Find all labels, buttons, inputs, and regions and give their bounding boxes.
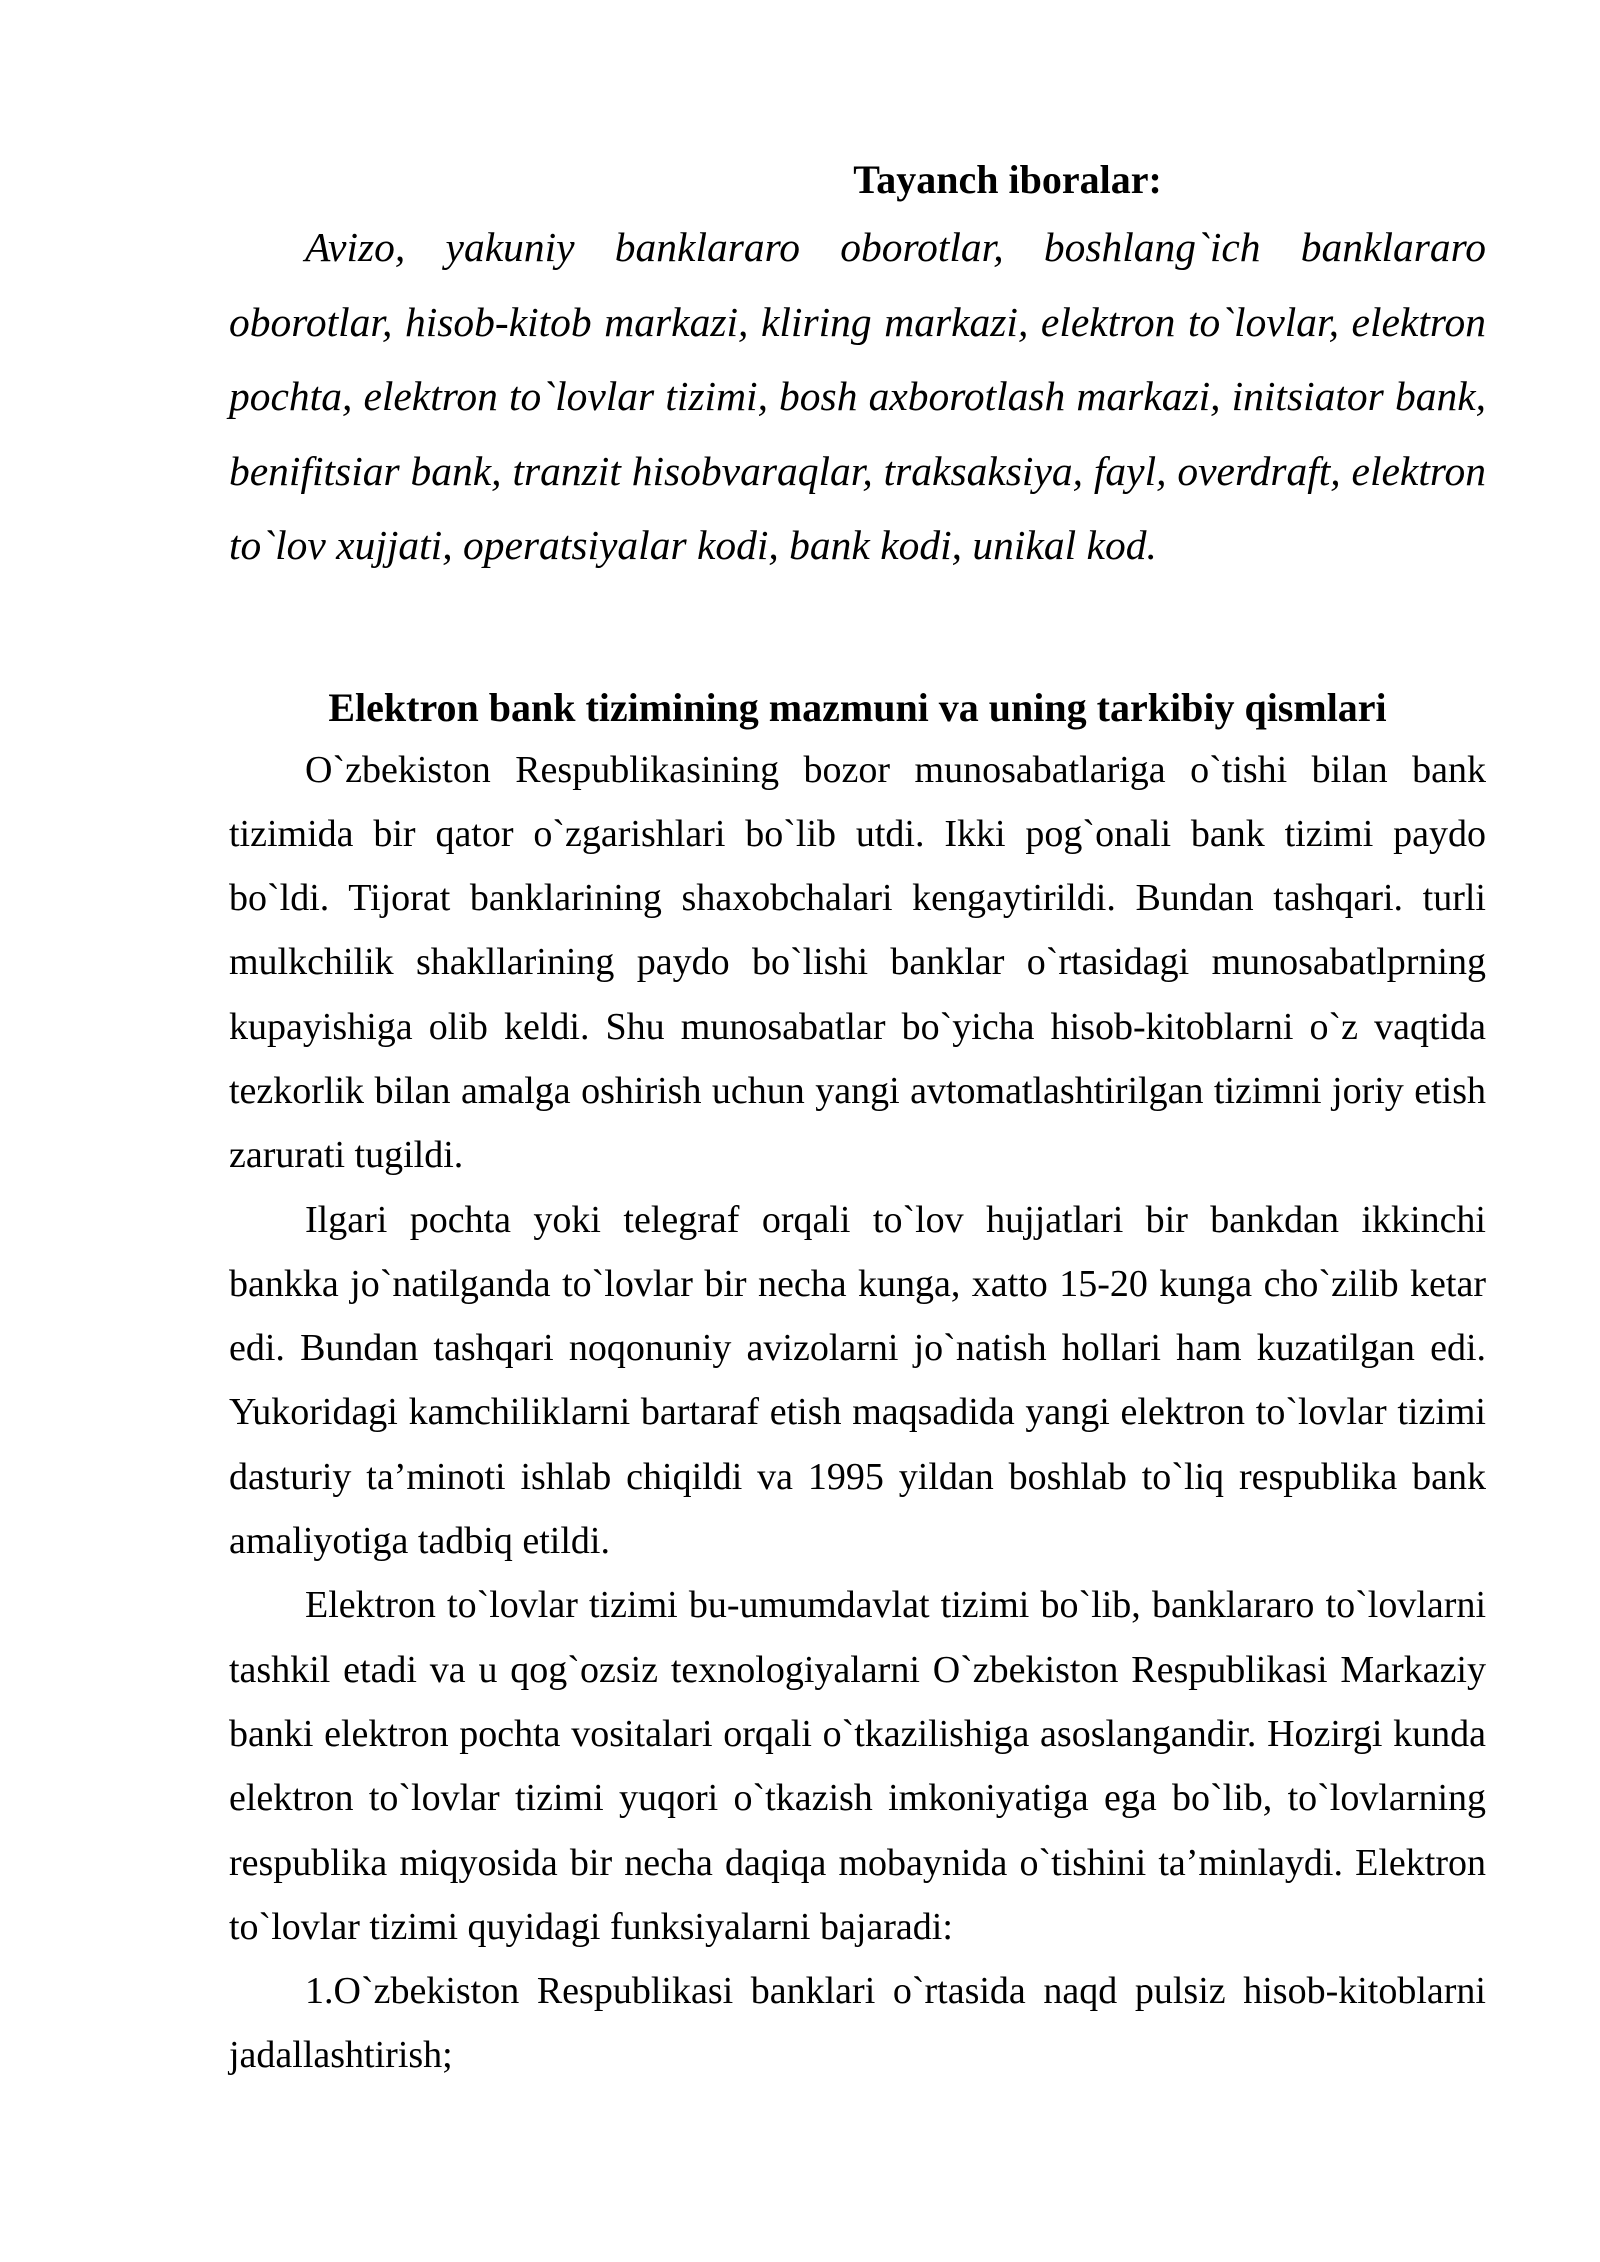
section-heading: Elektron bank tizimining mazmuni va uning tarkibiy qismlari <box>328 684 1387 730</box>
list-item: 1.O`zbekiston Respublikasi banklari o`rtasida naqd pulsiz hisob-kitoblarni jadallashtirish; <box>229 1970 1486 2077</box>
keywords-heading: Tayanch iboralar: <box>853 157 1162 202</box>
paragraph: Elektron to`lovlar tizimi bu-umumdavlat tizimi bo`lib, banklararo to`lovlarni tashkil etadi va u qog`ozsiz texnologiyalarni O`zbekiston Respublikasi Markaziy banki elektron pochta vositalari orqali o`tkazilishiga asoslangandir. Hozirgi kunda elektron to`lovlar tizimi yuqori o`tkazish imkoniyatiga ega bo`lib, to`lovlarning respublika miqyosida bir necha daqiqa mobaynida o`tishini ta’minlaydi. Elektron to`lovlar tizimi quyidagi funksiyalarni bajaradi: <box>229 1584 1486 1948</box>
keywords-text: Avizo, yakuniy banklararo oborotlar, boshlang`ich banklararo oborotlar, hisob-kitob markazi, kliring markazi, elektron to`lovlar, elektron pochta, elektron to`lovlar tizimi, bosh axborotlash markazi, initsiator bank, benifitsiar bank, tranzit hisobvaraqlar, traksaksiya, fayl, overdraft, elektron to`lov xujjati, operatsiyalar kodi, bank kodi, unikal kod. <box>229 224 1486 568</box>
paragraph: Ilgari pochta yoki telegraf orqali to`lov hujjatlari bir bankdan ikkinchi bankka jo`natilganda to`lovlar bir necha kunga, xatto 15-20 kunga cho`zilib ketar edi. Bundan tashqari noqonuniy avizolarni jo`natish hollari ham kuzatilgan edi. Yukoridagi kamchiliklarni bartaraf etish maqsadida yangi elektron to`lovlar tizimi dasturiy ta’minoti ishlab chiqildi va 1995 yildan boshlab to`liq respublika bank amaliyotiga tadbiq etildi. <box>229 1198 1486 1563</box>
paragraph: O`zbekiston Respublikasining bozor munosabatlariga o`tishi bilan bank tizimida bir qator o`zgarishlari bo`lib utdi. Ikki pog`onali bank tizimi paydo bo`ldi. Tijorat banklarining shaxobchalari kengaytirildi. Bundan tashqari. turli mulkchilik shakllarining paydo bo`lishi banklar o`rtasidagi munosabatlprning kupayishiga olib keldi. Shu munosabatlar bo`yicha hisob-kitoblarni o`z vaqtida tezkorlik bilan amalga oshirish uchun yangi avtomatlashtirilgan tizimni joriy etish zarurati tugildi. <box>229 748 1486 1177</box>
